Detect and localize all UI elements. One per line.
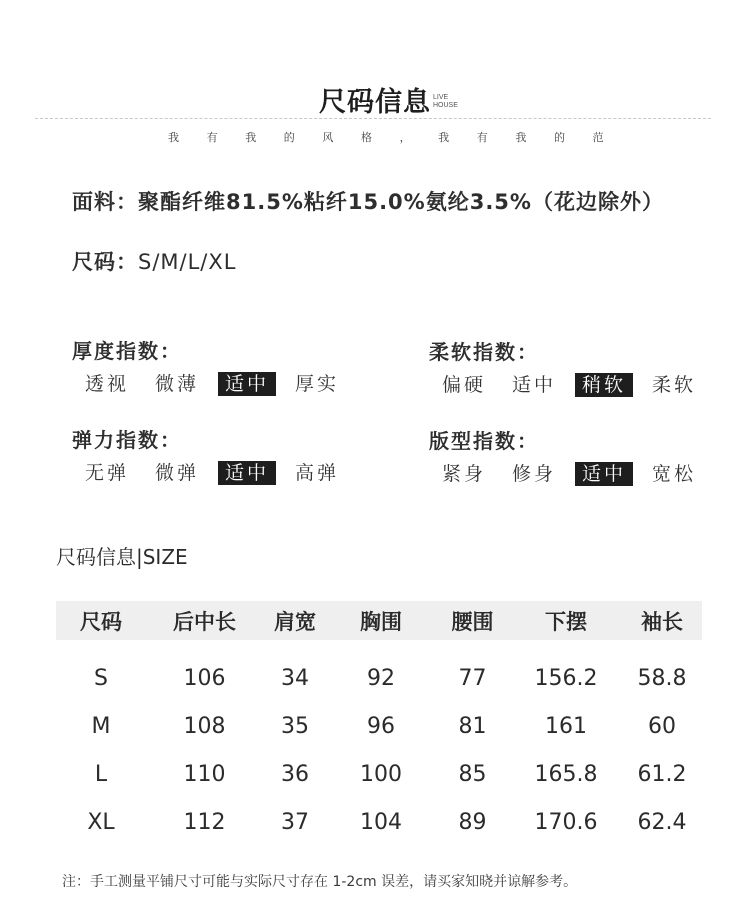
- table-cell: 112: [183, 809, 226, 835]
- column-header: 下摆: [510, 601, 622, 640]
- index-option: 紧身: [441, 463, 486, 485]
- slogan-char: 我: [515, 131, 527, 144]
- table-cell: M: [91, 713, 111, 739]
- table-cell: 170.6: [534, 809, 598, 835]
- table-cell: 89: [458, 809, 487, 835]
- table-cell: 100: [360, 761, 402, 787]
- index-options: [429, 373, 709, 397]
- table-cell: 36: [281, 761, 309, 787]
- index-options: [429, 462, 709, 486]
- table-cell: 77: [458, 665, 487, 691]
- table-cell: 165.8: [534, 761, 598, 787]
- size-value: S/M/L/XL: [138, 250, 237, 274]
- table-cell: 92: [367, 665, 395, 691]
- slogan-char: 风: [322, 131, 334, 144]
- index-option-selected: 适中: [218, 372, 276, 396]
- size-section-heading: 尺码信息|SIZE: [56, 545, 188, 569]
- index-option: 修身: [511, 463, 556, 485]
- index-option: 偏硬: [441, 374, 486, 396]
- index-option-selected: 稍软: [575, 373, 633, 397]
- size-table: [56, 601, 702, 846]
- slogan-char: 有: [476, 131, 488, 144]
- thickness-index: [72, 335, 352, 396]
- slogan-char: 我: [245, 131, 257, 144]
- table-cell: 58.8: [637, 665, 687, 691]
- measurement-note: 注：手工测量平铺尺寸可能与实际尺寸存在 1-2cm 误差，请买家知晓并谅解参考。: [62, 874, 578, 890]
- table-cell: 60: [648, 713, 676, 739]
- table-cell: 156.2: [534, 665, 598, 691]
- table-cell: 62.4: [637, 809, 687, 835]
- table-cell: 35: [281, 713, 309, 739]
- size-label: 尺码：: [72, 250, 138, 274]
- table-cell: 85: [458, 761, 487, 787]
- slogan-char: 范: [592, 131, 604, 144]
- index-option: 透视: [84, 373, 129, 395]
- softness-index: [429, 336, 709, 397]
- table-row: [56, 750, 702, 798]
- slogan-char: 有: [206, 131, 218, 144]
- index-options: [72, 461, 352, 485]
- fit-index: [429, 425, 709, 486]
- slogan-char: 我: [168, 131, 179, 144]
- index-option: 宽松: [651, 463, 696, 485]
- index-title: 弹力指数：: [72, 428, 182, 452]
- index-options: [72, 372, 352, 396]
- slogan-char: 的: [553, 131, 565, 144]
- table-cell: 37: [281, 809, 309, 835]
- column-header: 后中长: [146, 601, 263, 640]
- table-cell: XL: [87, 809, 115, 835]
- header-divider: [35, 118, 711, 119]
- index-option: 无弹: [84, 462, 129, 484]
- index-option-selected: 适中: [575, 462, 633, 486]
- table-cell: 81: [458, 713, 487, 739]
- elasticity-index: [72, 424, 352, 485]
- table-cell: 104: [360, 809, 402, 835]
- table-cell: 34: [281, 665, 309, 691]
- index-option: 适中: [511, 374, 556, 396]
- column-header: 肩宽: [263, 601, 327, 640]
- table-cell: 161: [545, 713, 587, 739]
- column-header: 腰围: [435, 601, 510, 640]
- table-cell: 61.2: [637, 761, 687, 787]
- brand-mark: [433, 94, 458, 110]
- index-title: 柔软指数：: [429, 340, 539, 364]
- table-row: [56, 798, 702, 846]
- slogan-char: ，: [399, 131, 411, 144]
- index-title: 厚度指数：: [72, 339, 182, 363]
- table-cell: S: [94, 665, 108, 691]
- slogan-char: 我: [438, 131, 450, 144]
- table-cell: 108: [183, 713, 226, 739]
- table-cell: 110: [183, 761, 226, 787]
- table-row: [56, 702, 702, 750]
- brand-mark-line: LIVE: [433, 94, 449, 101]
- index-option: 高弹: [294, 462, 339, 484]
- column-header: 尺码: [56, 601, 146, 640]
- index-title: 版型指数：: [429, 429, 539, 453]
- slogan-char: 的: [283, 131, 295, 144]
- index-option: 微弹: [154, 462, 199, 484]
- table-cell: 96: [367, 713, 395, 739]
- fabric-label: 面料：: [72, 190, 138, 214]
- index-option: 微薄: [154, 373, 199, 395]
- size-spec: [72, 246, 236, 276]
- brand-mark-line: HOUSE: [433, 102, 458, 109]
- index-option-selected: 适中: [218, 461, 276, 485]
- table-cell: L: [94, 761, 108, 787]
- column-header: 胸围: [327, 601, 435, 640]
- page-title: 尺码信息: [319, 87, 431, 118]
- table-header-row: [56, 601, 702, 640]
- slogan: [168, 129, 631, 145]
- index-option: 柔软: [651, 374, 696, 396]
- index-option: 厚实: [294, 373, 339, 395]
- table-row: [56, 640, 702, 702]
- column-header: 袖长: [622, 601, 702, 640]
- fabric-value: 聚酯纤维81.5%粘纤15.0%氨纶3.5%（花边除外）: [138, 190, 664, 214]
- table-cell: 106: [183, 665, 226, 691]
- slogan-char: 格: [360, 131, 372, 144]
- fabric-spec: [72, 186, 664, 216]
